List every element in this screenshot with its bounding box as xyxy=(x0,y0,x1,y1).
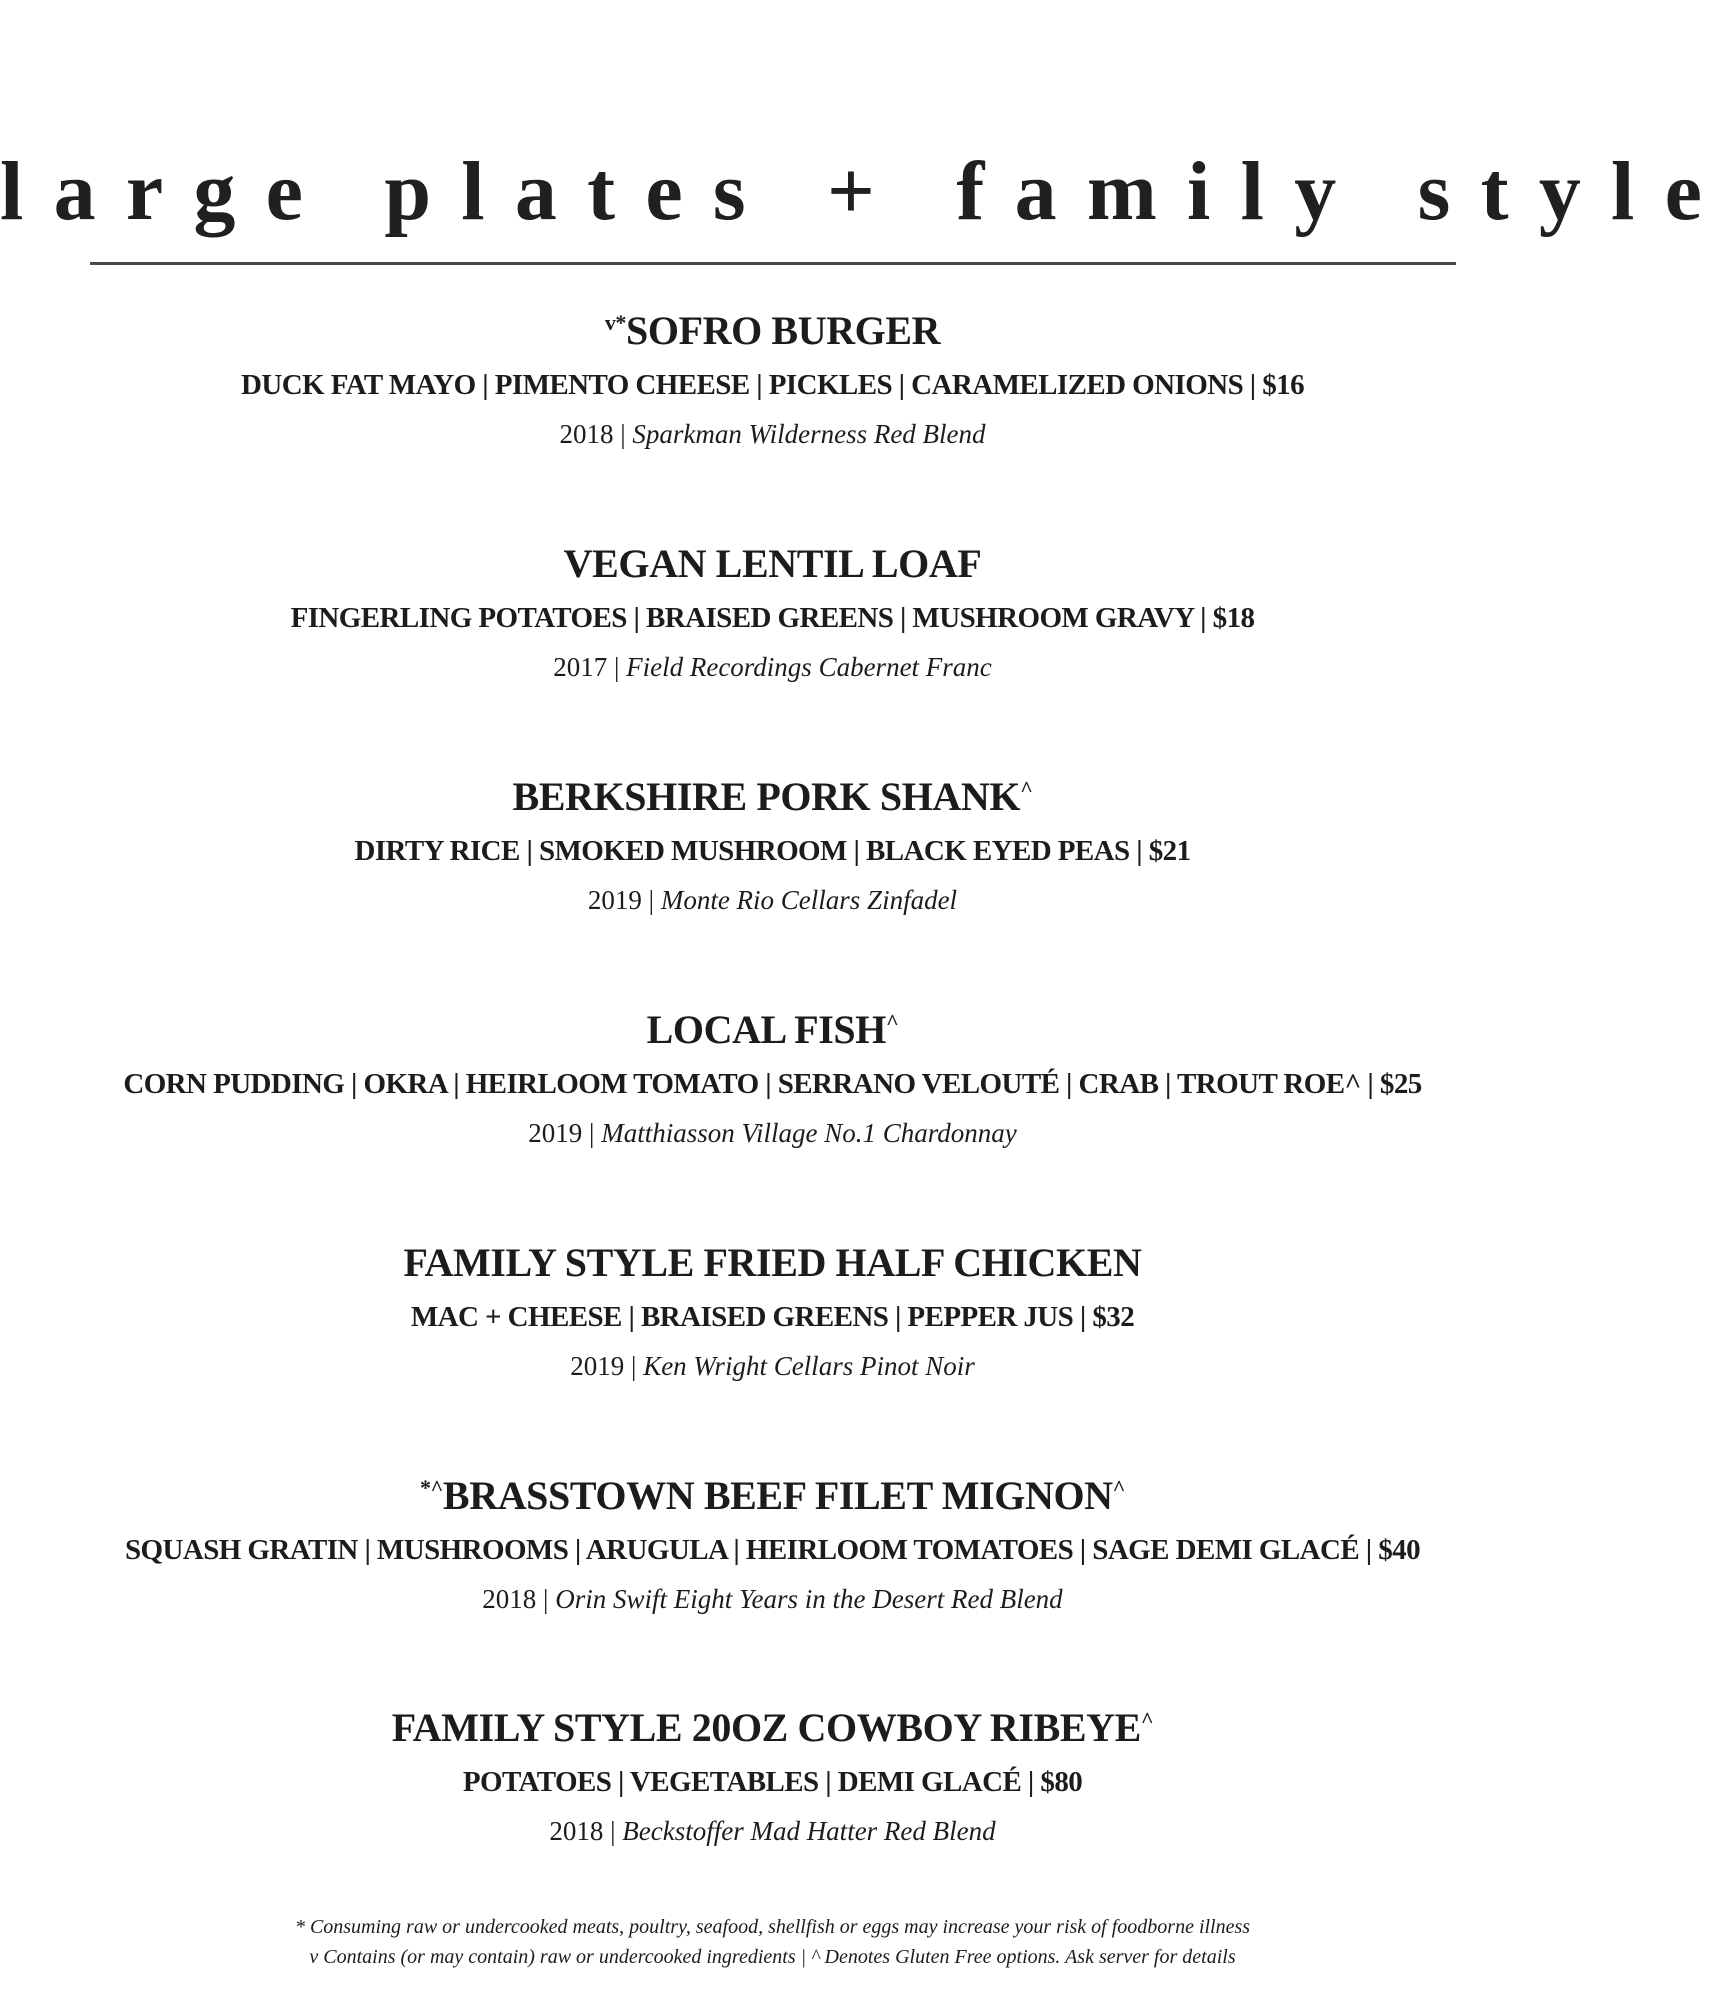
menu-item-berkshire-pork-shank xyxy=(0,772,1545,922)
wine-name: Monte Rio Cellars Zinfadel xyxy=(660,885,958,915)
menu-item-cowboy-ribeye xyxy=(0,1703,1545,1853)
title-divider xyxy=(90,262,1456,265)
item-sides: FINGERLING POTATOES | BRAISED GREENS | MUSHROOM GRAVY | $18 xyxy=(290,602,1255,634)
item-sides: SQUASH GRATIN | MUSHROOMS | ARUGULA | HEIRLOOM TOMATOES | SAGE DEMI GLACÉ | $40 xyxy=(124,1534,1421,1566)
item-name: FAMILY STYLE FRIED HALF CHICKEN xyxy=(403,1240,1142,1285)
item-mark: ^ xyxy=(886,1009,899,1034)
item-name: VEGAN LENTIL LOAF xyxy=(563,541,982,586)
menu-item-filet-mignon xyxy=(0,1471,1545,1621)
wine-name: Ken Wright Cellars Pinot Noir xyxy=(643,1351,975,1381)
item-mark: ^ xyxy=(1020,776,1033,801)
wine-name: Beckstoffer Mad Hatter Red Blend xyxy=(622,1816,996,1846)
footnote-legend: v Contains (or may contain) raw or undercooked ingredients | ^ Denotes Gluten Free options. Ask server for details xyxy=(309,1946,1236,1968)
wine-name: Matthiasson Village No.1 Chardonnay xyxy=(601,1118,1017,1148)
wine-pairing xyxy=(0,412,1545,456)
item-name: *^BRASSTOWN BEEF FILET MIGNON^ xyxy=(419,1473,1126,1518)
item-mark: ^ xyxy=(1112,1475,1126,1500)
item-name: BERKSHIRE PORK SHANK^ xyxy=(512,774,1033,819)
wine-year: 2017 | xyxy=(553,652,627,682)
item-name: LOCAL FISH^ xyxy=(646,1007,899,1052)
item-sides: POTATOES | VEGETABLES | DEMI GLACÉ | $80 xyxy=(462,1766,1083,1798)
item-mark: v* xyxy=(604,310,627,335)
wine-pairing xyxy=(0,1344,1545,1388)
wine-pairing xyxy=(0,1809,1545,1853)
item-sides: MAC + CHEESE | BRAISED GREENS | PEPPER JUS | $32 xyxy=(410,1301,1135,1333)
footnotes xyxy=(0,1912,1545,1972)
wine-year: 2018 | xyxy=(559,419,633,449)
item-name: $^{v*}$SOFRO BURGER xyxy=(604,308,941,353)
wine-name: Orin Swift Eight Years in the Desert Red Blend xyxy=(555,1584,1063,1614)
item-sides: CORN PUDDING | OKRA | HEIRLOOM TOMATO | SERRANO VELOUTÉ | CRAB | TROUT ROE^ | $25 xyxy=(123,1068,1422,1100)
menu-item-fried-half-chicken xyxy=(0,1238,1545,1388)
wine-year: 2018 | xyxy=(549,1816,623,1846)
wine-pairing xyxy=(0,645,1545,689)
menu-title: large plates + family style xyxy=(0,145,1732,238)
item-sides: DUCK FAT MAYO | PIMENTO CHEESE | PICKLES | CARAMELIZED ONIONS | $16 xyxy=(240,369,1305,401)
footnote-raw-warning: * Consuming raw or undercooked meats, poultry, seafood, shellfish or eggs may increase your risk of foodborne illness xyxy=(294,1916,1251,1938)
wine-year: 2018 | xyxy=(482,1584,556,1614)
menu-item-sofro-burger xyxy=(0,306,1545,456)
wine-pairing xyxy=(0,1577,1545,1621)
wine-pairing xyxy=(0,1111,1545,1155)
item-mark: ^ xyxy=(1140,1707,1154,1732)
item-sides: DIRTY RICE | SMOKED MUSHROOM | BLACK EYED PEAS | $21 xyxy=(354,835,1191,867)
wine-year: 2019 | xyxy=(587,885,661,915)
item-mark: *^ xyxy=(419,1475,443,1500)
item-name: FAMILY STYLE 20OZ COWBOY RIBEYE^ xyxy=(391,1705,1154,1750)
wine-year: 2019 | xyxy=(528,1118,602,1148)
wine-pairing xyxy=(0,878,1545,922)
menu-item-local-fish xyxy=(0,1005,1545,1155)
wine-name: Field Recordings Cabernet Franc xyxy=(626,652,992,682)
wine-year: 2019 | xyxy=(570,1351,644,1381)
wine-name: Sparkman Wilderness Red Blend xyxy=(632,419,986,449)
menu-item-vegan-lentil-loaf xyxy=(0,539,1545,689)
